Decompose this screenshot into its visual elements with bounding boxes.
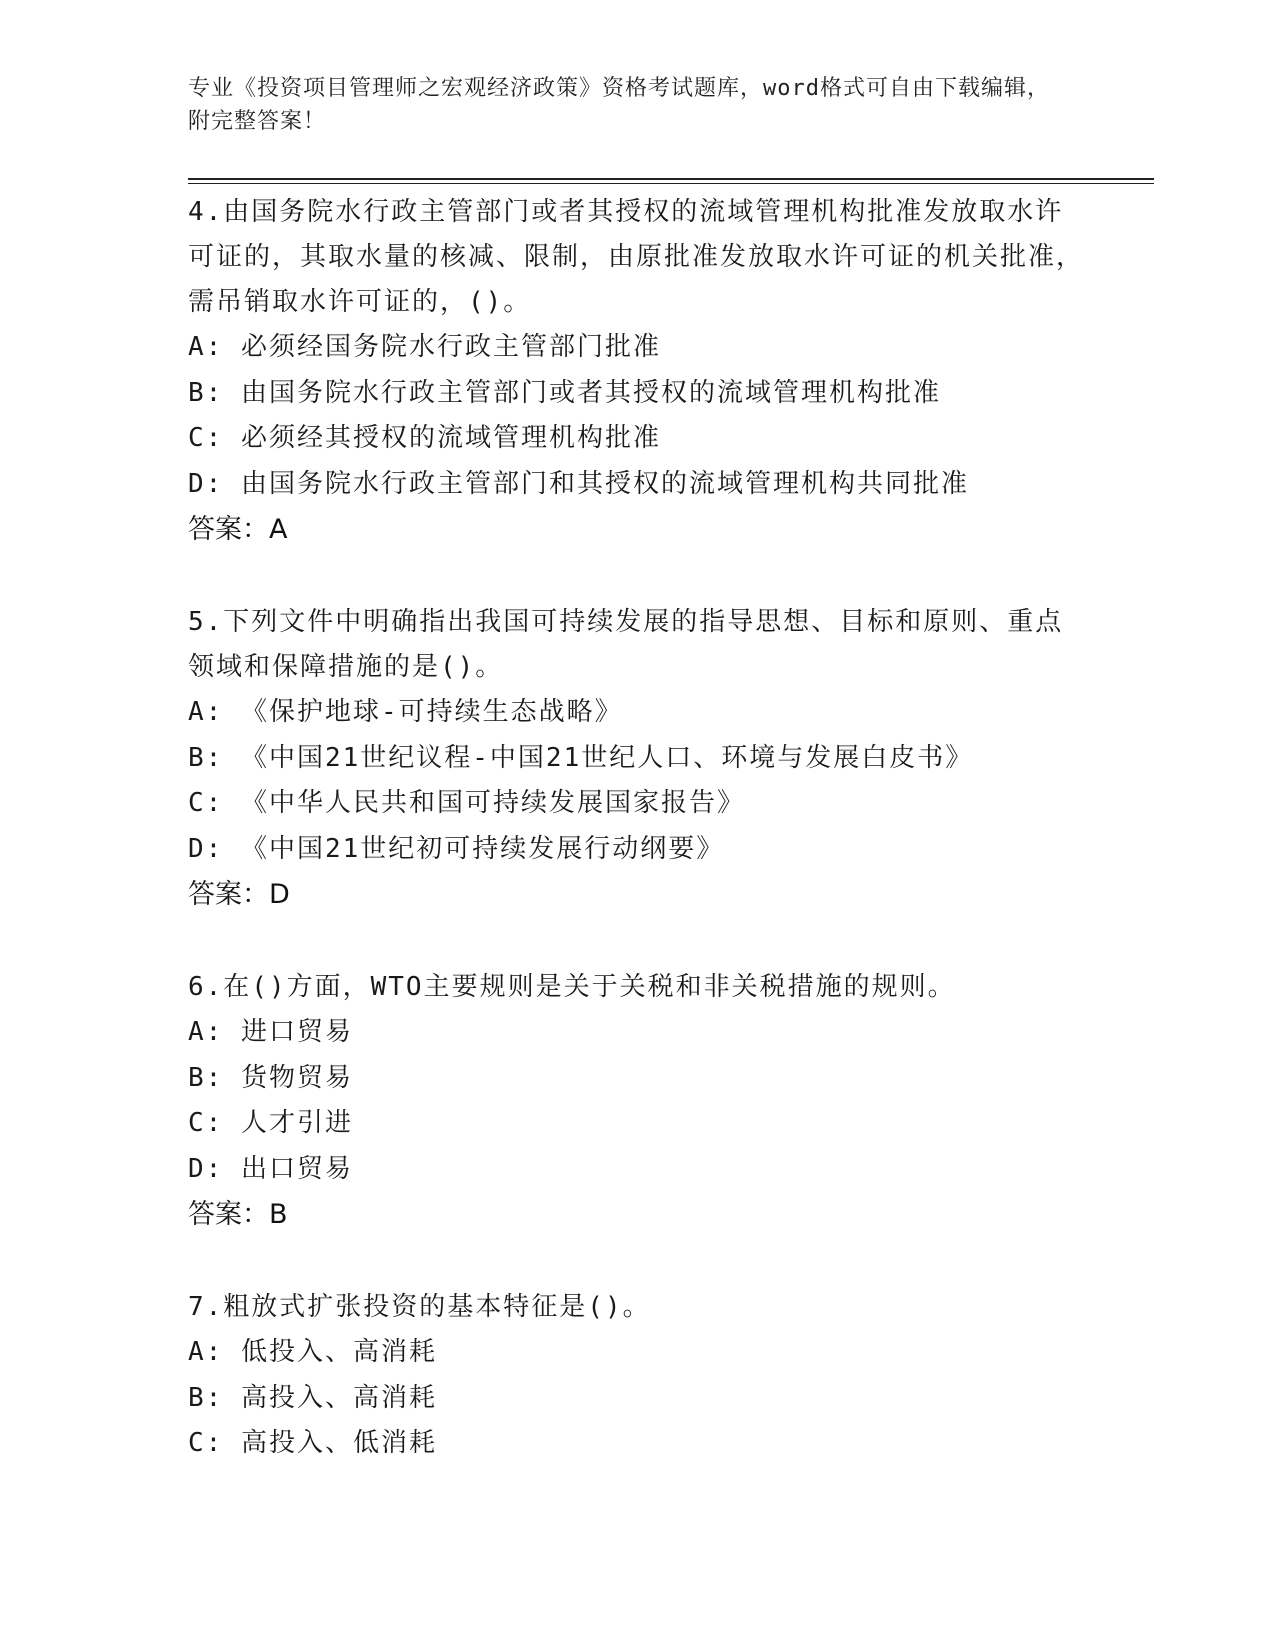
option-c: C: 人才引进 [188, 1108, 353, 1138]
question-stem: 7.粗放式扩张投资的基本特征是()。 [188, 1292, 651, 1322]
option-c: C: 《中华人民共和国可持续发展国家报告》 [188, 788, 745, 818]
header-rule-thick [188, 178, 1154, 180]
option-d: D: 《中国21世纪初可持续发展行动纲要》 [188, 833, 725, 864]
question-7 [188, 1285, 1088, 1467]
answer-line: 答案：D [188, 879, 290, 910]
header-rule-thin [188, 183, 1154, 184]
option-a: A: 必须经国务院水行政主管部门批准 [188, 332, 661, 362]
option-a: A: 低投入、高消耗 [188, 1337, 437, 1367]
option-c: C: 必须经其授权的流域管理机构批准 [188, 423, 661, 453]
question-4 [188, 190, 1088, 553]
option-a: A: 进口贸易 [188, 1017, 353, 1047]
question-5 [188, 600, 1088, 918]
option-b: B: 货物贸易 [188, 1062, 353, 1093]
option-b: B: 由国务院水行政主管部门或者其授权的流域管理机构批准 [188, 377, 941, 408]
question-stem: 5.下列文件中明确指出我国可持续发展的指导思想、目标和原则、重点领域和保障措施的是()。 [188, 607, 1064, 682]
option-d: D: 由国务院水行政主管部门和其授权的流域管理机构共同批准 [188, 468, 969, 499]
question-list [188, 190, 1088, 1514]
document-header: 专业《投资项目管理师之宏观经济政策》资格考试题库，word格式可自由下载编辑，附完整答案！ [188, 76, 1050, 134]
answer-line: 答案：A [188, 514, 288, 545]
option-b: B: 《中国21世纪议程-中国21世纪人口、环境与发展白皮书》 [188, 742, 974, 773]
question-stem: 4.由国务院水行政主管部门或者其授权的流域管理机构批准发放取水许可证的，其取水量的核减、限制，由原批准发放取水许可证的机关批准，需吊销取水许可证的，()。 [188, 197, 1085, 317]
option-b: B: 高投入、高消耗 [188, 1382, 437, 1413]
question-stem: 6.在()方面，WTO主要规则是关于关税和非关税措施的规则。 [188, 972, 956, 1002]
option-c: C: 高投入、低消耗 [188, 1428, 437, 1458]
option-d: D: 出口贸易 [188, 1153, 353, 1184]
question-6 [188, 965, 1088, 1238]
option-a: A: 《保护地球-可持续生态战略》 [188, 697, 623, 727]
answer-line: 答案：B [188, 1199, 288, 1230]
